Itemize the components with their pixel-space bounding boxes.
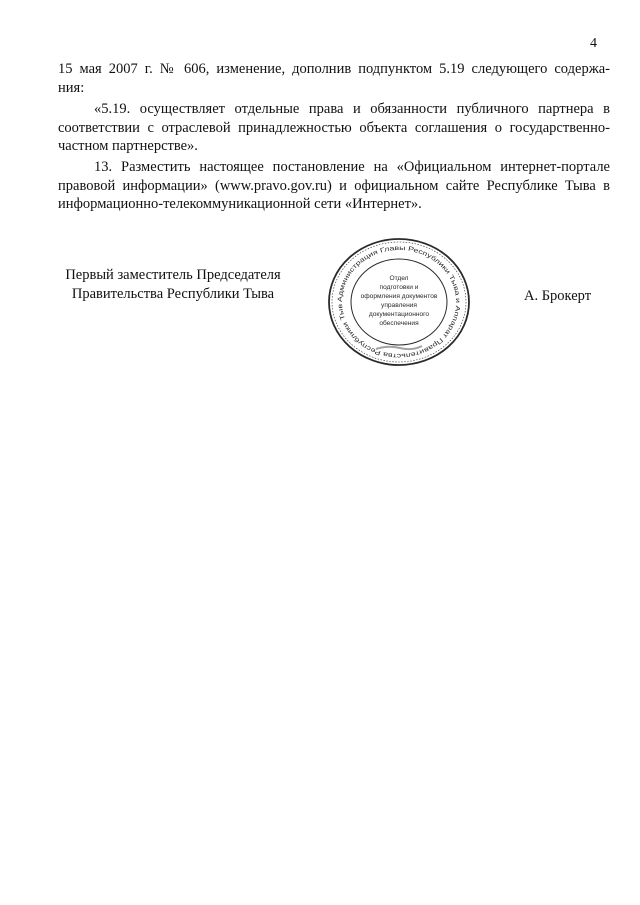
position-line: Первый заместитель Председателя [65, 267, 281, 283]
text-line: 13. Разместить настоящее постановление на «Официальном интернет-портале [94, 159, 610, 175]
svg-text:подготовки и: подготовки и [379, 284, 419, 291]
official-seal [326, 237, 472, 367]
page-number: 4 [590, 36, 597, 51]
signatory-position [58, 266, 288, 304]
paragraph-item-13 [58, 158, 610, 214]
text-line: информационно-телекоммуникационной сети «Интернет». [58, 196, 422, 212]
svg-text:оформления документов: оформления документов [360, 293, 438, 300]
text-line: правовой информации» (www.pravo.gov.ru) и официальном сайте Республике Тыва в [58, 177, 610, 194]
svg-text:управления: управления [381, 302, 417, 309]
svg-text:обеспечения: обеспечения [379, 320, 419, 327]
text-line: частном партнерстве». [58, 138, 198, 154]
position-line: Правительства Республики Тыва [71, 286, 275, 302]
svg-text:Администрация Главы Республики: Администрация Главы Республики Тыва и Аппарат Правительства Республики Тыв [336, 244, 462, 360]
text-line: «5.19. осуществляет отдельные права и обязанности публичного партнера в [94, 101, 610, 117]
svg-text:документационного: документационного [368, 311, 430, 318]
text-line: 15 мая 2007 г. № 606, изменение, дополнив подпунктом 5.19 следующего содержа- [58, 61, 610, 77]
signatory-name: А. Брокерт [524, 288, 592, 304]
text-line: соответствии с отраслевой принадлежностью объекта соглашения о государственно- [58, 119, 610, 136]
text-line: ния: [58, 79, 85, 96]
svg-text:Отдел: Отдел [389, 275, 409, 282]
paragraph-quote [58, 100, 610, 156]
paragraph-continuation [58, 60, 610, 97]
